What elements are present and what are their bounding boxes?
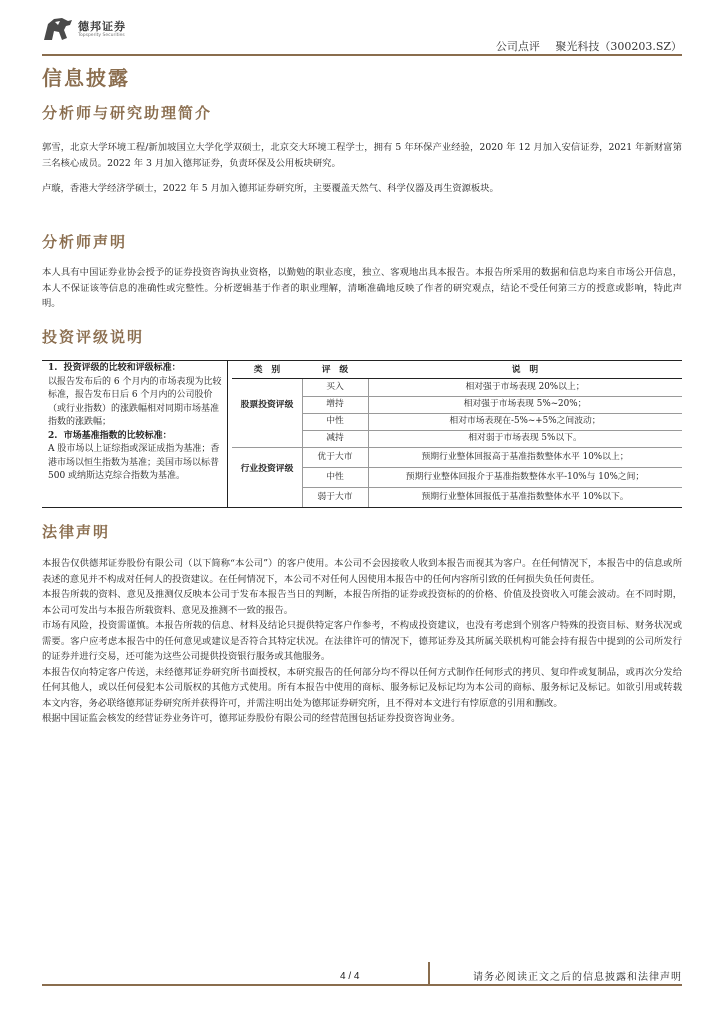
rating-outperform-desc: 预期行业整体回报高于基准指数整体水平 10%以上； bbox=[421, 452, 629, 462]
rating-underweight: 减持 bbox=[326, 433, 344, 443]
legal-paragraph-3: 市场有风险，投资需谨慎。本报告所载的信息、材料及结论只提供特定客户作参考，不构成投资建议，也没有考虑到个别客户特殊的投资目标、财务状况或需要。客户应考虑本报告中的任何意见或建议是否符合其特定状况。在法律许可的情况下，德邦证券及其所属关联机构可能会持有报告中提到的公司所发行的证券并进行交易，还可能为这些公司提供投资银行服务或其他服务。 bbox=[42, 620, 682, 662]
rating-table bbox=[42, 360, 682, 508]
legal-paragraph-4: 本报告仅向特定客户传送，未经德邦证券研究所书面授权，本研究报告的任何部分均不得以任何方式制作任何形式的拷贝、复印件或复制品，或再次分发给任何其他人，或以任何侵犯本公司版权的其他方式使用。所有本报告中使用的商标、服务标记及标记均为本公司的商标、服务标记及标记。如欲引用或转载本文内容，务必联络德邦证券研究所并获得许可，并需注明出处为德邦证券研究所，且不得对本文进行有悖原意的引用和删改。 bbox=[42, 666, 682, 709]
analyst-intro-paragraph-2: 卢璇，香港大学经济学硕士，2022 年 5 月加入德邦证券研究所，主要覆盖天然气、科学仪器及再生资源板块。 bbox=[42, 183, 499, 194]
section-heading-analyst-intro: 分析师与研究助理简介 bbox=[42, 104, 213, 122]
rating-neutral: 中性 bbox=[326, 416, 344, 426]
section-heading-analyst-statement: 分析师声明 bbox=[42, 233, 128, 251]
legal-block bbox=[42, 556, 682, 727]
rating-underweight-desc: 相对弱于市场表现 5%以下。 bbox=[468, 433, 582, 443]
analyst-statement-paragraph: 本人具有中国证券业协会授予的证券投资咨询执业资格，以勤勉的职业态度，独立、客观地出具本报告。本报告所采用的数据和信息均来自市场公开信息，本人不保证该等信息的准确性或完整性。分析逻辑基于作者的职业理解，清晰准确地反映了作者的研究观点，结论不受任何第三方的授意或影响，特此声明。 bbox=[42, 267, 682, 309]
rating-neutral-desc: 相对市场表现在-5%~+5%之间波动； bbox=[449, 416, 601, 426]
report-meta bbox=[484, 38, 682, 54]
footer-divider bbox=[42, 984, 682, 986]
page-title: 信息披露 bbox=[42, 66, 130, 90]
section-heading-rating: 投资评级说明 bbox=[42, 328, 145, 346]
section-heading-legal: 法律声明 bbox=[42, 523, 111, 541]
page-number: 4 / 4 bbox=[340, 971, 360, 982]
rating-buy-desc: 相对强于市场表现 20%以上； bbox=[465, 382, 585, 392]
analyst-intro-paragraph-1: 郭雪，北京大学环境工程/新加坡国立大学化学双硕士，北京交大环境工程学士，拥有 5 年环保产业经验，2020 年 12 月加入安信证券，2021 年新财富第三名核心成员。2022 年 3 月加入德邦证券，负责环保及公用板块研究。 bbox=[42, 142, 682, 169]
rating-grid bbox=[232, 361, 682, 507]
rating-industry-neutral: 中性 bbox=[326, 472, 344, 482]
report-type: 公司点评 bbox=[495, 40, 540, 53]
company-logo bbox=[42, 16, 142, 42]
rating-overweight: 增持 bbox=[326, 399, 344, 409]
industry-rating-category: 行业投资评级 bbox=[240, 464, 294, 474]
header-divider bbox=[42, 54, 682, 56]
rating-underperform-desc: 预期行业整体回报低于基准指数整体水平 10%以下。 bbox=[421, 492, 629, 502]
rating-industry-neutral-desc: 预期行业整体回报介于基准指数整体水平-10%与 10%之间； bbox=[405, 472, 645, 482]
criteria-text-1: 以报告发布后的 6 个月内的市场表现为比较标准，报告发布日后 6 个月内的公司股价（或行业指数）的涨跌幅相对同期市场基准指数的涨跌幅； bbox=[48, 376, 222, 427]
rating-outperform: 优于大市 bbox=[317, 452, 353, 462]
footer-separator bbox=[428, 962, 430, 984]
legal-paragraph-1: 本报告仅供德邦证券股份有限公司（以下简称“本公司”）的客户使用。本公司不会因接收人收到本报告而视其为客户。在任何情况下，本报告中的信息或所表述的意见并不构成对任何人的投资建议。在任何情况下，本公司不对任何人因使用本报告中的任何内容所引致的任何损失负任何责任。 bbox=[42, 558, 682, 585]
criteria-title-2: 2. 市场基准指数的比较标准： bbox=[48, 430, 172, 441]
rating-underperform: 弱于大市 bbox=[317, 492, 353, 502]
legal-paragraph-5: 根据中国证监会核发的经营证券业务许可，德邦证券股份有限公司的经营范围包括证券投资咨询业务。 bbox=[42, 713, 461, 724]
legal-paragraph-2: 本报告所载的资料、意见及推测仅反映本公司于发布本报告当日的判断，本报告所指的证券或投资标的的价格、价值及投资收入可能会波动。在不同时期，本公司可发出与本报告所载资料、意见及推测不一致的报告。 bbox=[42, 589, 682, 616]
logo-mark-icon bbox=[42, 16, 74, 42]
rating-buy: 买入 bbox=[326, 382, 344, 392]
criteria-title-1: 1. 投资评级的比较和评级标准： bbox=[48, 363, 181, 373]
rating-overweight-desc: 相对强于市场表现 5%~20%； bbox=[463, 399, 587, 409]
header-description: 说 明 bbox=[368, 361, 682, 379]
header-category: 类 别 bbox=[232, 361, 302, 379]
footer-disclaimer-note: 请务必阅读正文之后的信息披露和法律声明 bbox=[473, 972, 682, 983]
logo-text-en: Topsperity Securities bbox=[78, 33, 125, 38]
company-ticker: 聚光科技（300203.SZ） bbox=[555, 40, 682, 53]
rating-criteria bbox=[42, 361, 228, 507]
header-rating: 评 级 bbox=[302, 361, 368, 379]
logo-text-cn: 德邦证券 bbox=[78, 20, 126, 33]
stock-rating-category: 股票投资评级 bbox=[240, 400, 294, 410]
criteria-text-2: A 股市场以上证综指或深证成指为基准；香港市场以恒生指数为基准；美国市场以标普 500 或纳斯达克综合指数为基准。 bbox=[48, 444, 220, 481]
